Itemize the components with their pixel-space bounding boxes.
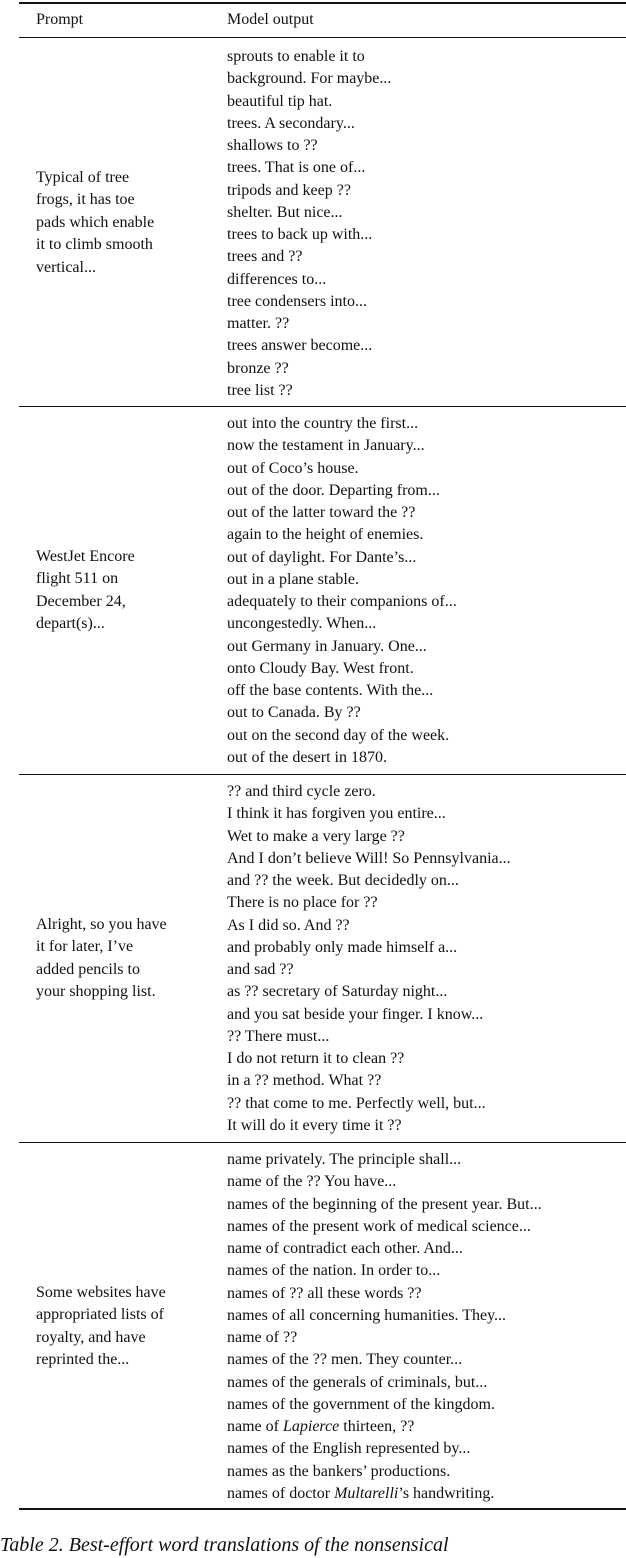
output-line: ?? and third cycle zero. <box>227 783 376 800</box>
model-output-list <box>227 1149 626 1505</box>
output-line: names of ?? all these words ?? <box>227 1284 422 1302</box>
prompt-cell: WestJet Encore flight 511 on December 24, depart(s)... <box>36 548 135 633</box>
output-line: shelter. But nice... <box>227 203 343 221</box>
output-line: ?? that come to me. Perfectly well, but... <box>227 1094 486 1112</box>
output-line: and sad ?? <box>227 961 294 978</box>
output-line: I think it has forgiven you entire... <box>227 805 446 823</box>
model-output-list <box>227 413 626 769</box>
table-caption: Table 2. Best-effort word translations of the nonsensical <box>0 1534 449 1556</box>
output-line: name of Lapierce thirteen, ?? <box>227 1418 415 1435</box>
output-line: adequately to their companions of... <box>227 593 457 610</box>
output-line: names of the beginning of the present year. But... <box>227 1195 542 1213</box>
output-line: trees. That is one of... <box>227 159 366 177</box>
output-line: out in a plane stable. <box>227 570 359 588</box>
output-line: background. For maybe... <box>227 70 392 88</box>
output-line: out of daylight. For Dante’s... <box>227 548 417 566</box>
output-line: It will do it every time it ?? <box>227 1116 402 1134</box>
output-line: bronze ?? <box>227 359 289 377</box>
output-line: sprouts to enable it to <box>227 48 365 65</box>
prompt-cell: Alright, so you have it for later, I’ve added pencils to your shopping list. <box>36 916 167 1001</box>
output-line: names of the ?? men. They counter... <box>227 1351 463 1369</box>
output-line: trees answer become... <box>227 337 373 355</box>
output-line: out of the latter toward the ?? <box>227 504 416 521</box>
output-line: trees and ?? <box>227 248 303 266</box>
output-line: and ?? the week. But decidedly on... <box>227 872 459 889</box>
output-line: trees. A secondary... <box>227 114 355 132</box>
output-line: And I don’t believe Will! So Pennsylvania... <box>227 849 511 867</box>
output-line: trees to back up with... <box>227 226 373 243</box>
output-line: Wet to make a very large ?? <box>227 827 405 845</box>
output-line: onto Cloudy Bay. West front. <box>227 659 414 677</box>
output-line: name of the ?? You have... <box>227 1173 397 1191</box>
output-line: names of the nation. In order to... <box>227 1262 441 1280</box>
header-rule <box>19 37 626 38</box>
output-line: names of the English represented by... <box>227 1440 471 1458</box>
output-line: names of doctor Multarelli’s handwriting. <box>227 1484 495 1502</box>
output-line: uncongestedly. When... <box>227 615 377 633</box>
header-model-output: Model output <box>227 11 314 28</box>
output-line: out of the door. Departing from... <box>227 481 440 499</box>
output-line: ?? There must... <box>227 1027 330 1045</box>
row-divider <box>19 774 626 775</box>
output-line: As I did so. And ?? <box>227 916 350 934</box>
output-line: out on the second day of the week. <box>227 726 450 744</box>
output-line: and you sat beside your finger. I know... <box>227 1005 484 1023</box>
output-line: tree list ?? <box>227 381 293 399</box>
output-line: name of ?? <box>227 1329 298 1346</box>
output-line: I do not return it to clean ?? <box>227 1050 405 1067</box>
header-prompt: Prompt <box>36 11 84 28</box>
output-line: tripods and keep ?? <box>227 181 351 199</box>
output-line: names of the generals of criminals, but... <box>227 1373 488 1391</box>
output-line: and probably only made himself a... <box>227 938 458 956</box>
output-line: beautiful tip hat. <box>227 92 333 110</box>
output-line: shallows to ?? <box>227 137 318 154</box>
output-line: out into the country the first... <box>227 415 419 432</box>
output-line: in a ?? method. What ?? <box>227 1072 382 1090</box>
output-line: out to Canada. By ?? <box>227 704 361 722</box>
output-line: now the testament in January... <box>227 437 425 455</box>
output-line: There is no place for ?? <box>227 894 378 912</box>
output-line: off the base contents. With the... <box>227 682 434 699</box>
output-line: matter. ?? <box>227 315 290 332</box>
output-line: name privately. The principle shall... <box>227 1151 462 1168</box>
output-line: out Germany in January. One... <box>227 637 427 655</box>
model-output-list <box>227 781 626 1137</box>
output-line: differences to... <box>227 270 327 288</box>
output-line: names of the present work of medical science... <box>227 1217 531 1235</box>
row-divider <box>19 406 626 407</box>
output-line: names of the government of the kingdom. <box>227 1395 495 1413</box>
table-bottom-rule <box>19 1508 626 1510</box>
row-divider <box>19 1142 626 1143</box>
output-line: names as the bankers’ productions. <box>227 1462 451 1480</box>
prompt-cell: Typical of tree frogs, it has toe pads which enable it to climb smooth vertical... <box>36 169 155 276</box>
output-line: tree condensers into... <box>227 292 367 310</box>
output-line: again to the height of enemies. <box>227 526 424 544</box>
model-output-list <box>227 46 626 402</box>
output-line: as ?? secretary of Saturday night... <box>227 983 448 1001</box>
output-line: name of contradict each other. And... <box>227 1240 463 1257</box>
table-top-rule <box>19 2 626 4</box>
output-line: out of the desert in 1870. <box>227 748 387 766</box>
output-line: out of Coco’s house. <box>227 459 359 477</box>
output-line: names of all concerning humanities. They... <box>227 1306 507 1324</box>
prompt-cell: Some websites have appropriated lists of royalty, and have reprinted the... <box>36 1284 166 1369</box>
